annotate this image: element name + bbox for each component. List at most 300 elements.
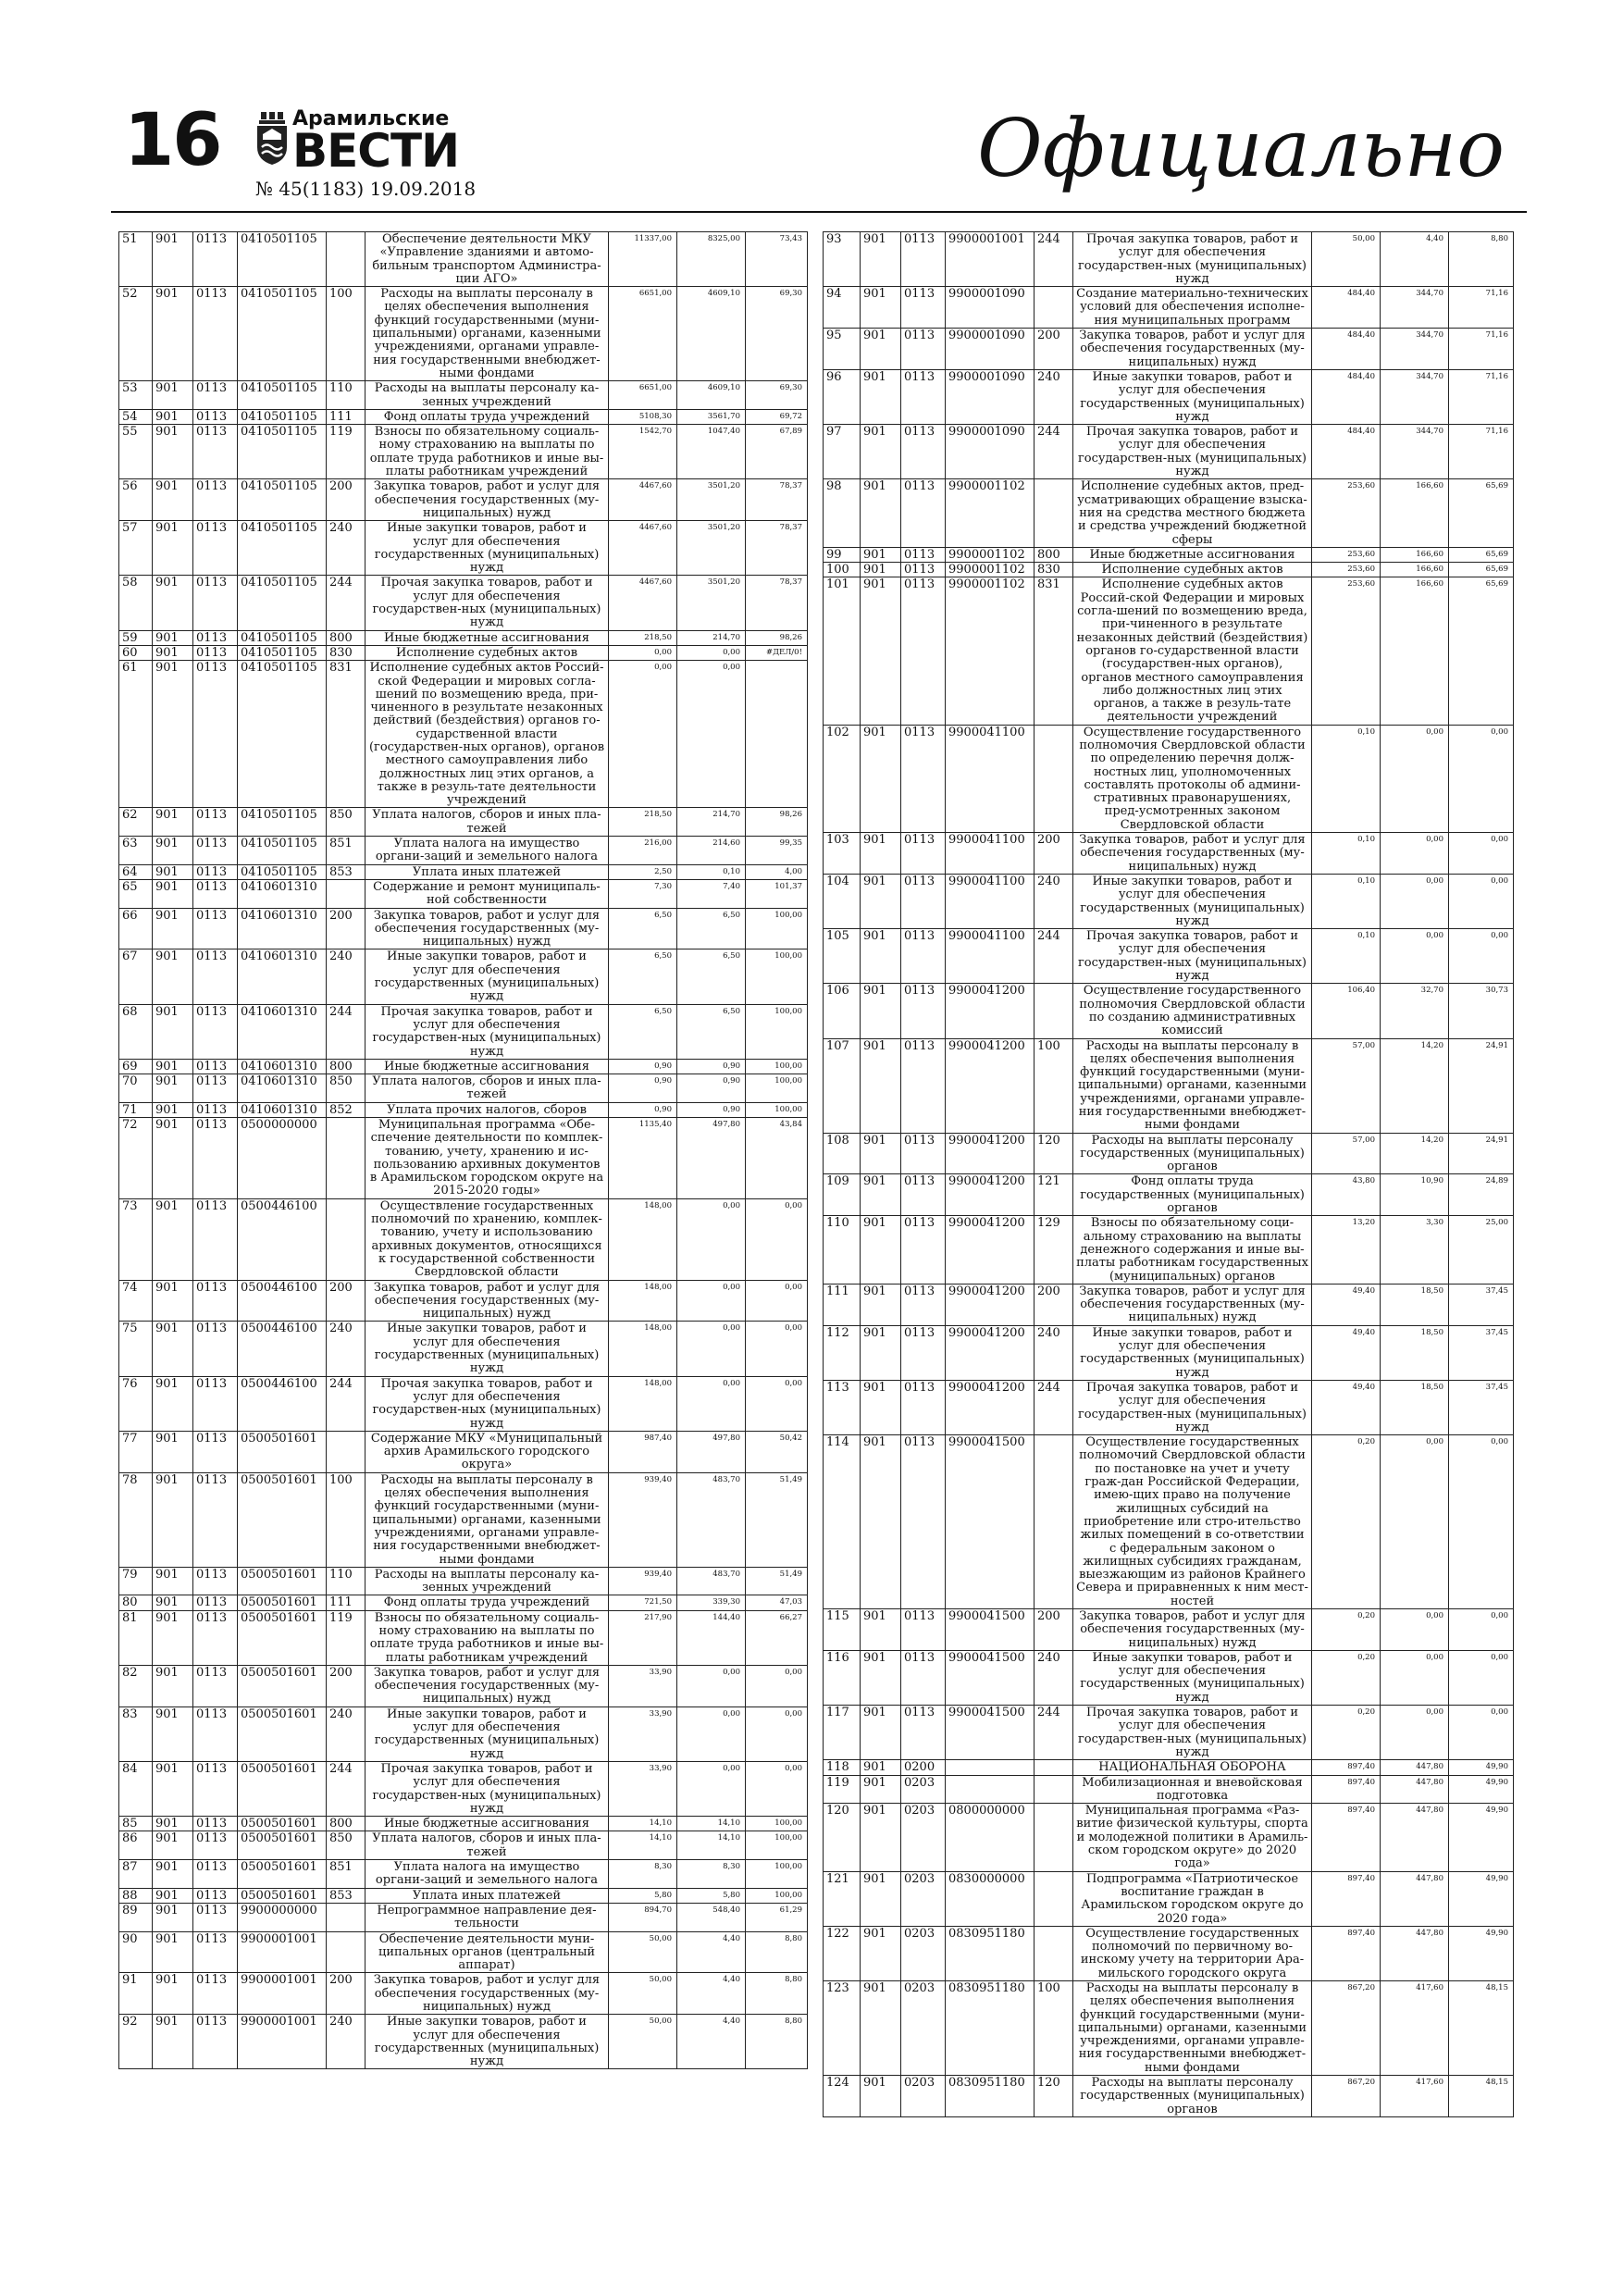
plan-amount-cell: 987,40 — [609, 1431, 677, 1472]
row-number-cell: 62 — [119, 808, 153, 837]
actual-amount-cell: 18,50 — [1381, 1380, 1449, 1434]
expense-type-cell: 850 — [327, 1074, 365, 1103]
expense-type-cell: 110 — [327, 1567, 365, 1595]
table-row — [119, 808, 808, 837]
section-code-cell: 0113 — [193, 1074, 238, 1103]
description-cell: Уплата прочих налогов, сборов — [365, 1102, 609, 1117]
plan-amount-cell: 894,70 — [609, 1903, 677, 1931]
actual-amount-cell: 6,50 — [677, 1004, 746, 1059]
section-code-cell: 0113 — [193, 1931, 238, 1973]
description-cell: Муниципальная программа «Обе-спечение деятельности по комплек-тованию, учету, хранению и ис-пользованию архивных документов в Арамильском городском округе на 2015-2020 годы» — [365, 1118, 609, 1199]
row-number-cell: 93 — [824, 232, 861, 287]
percent-cell: 24,89 — [1449, 1174, 1514, 1216]
target-code-cell: 9900000000 — [238, 1903, 327, 1931]
table-row — [824, 929, 1514, 984]
ministry-code-cell: 901 — [153, 1198, 193, 1280]
actual-amount-cell: 447,80 — [1381, 1760, 1449, 1775]
percent-cell: 50,42 — [746, 1431, 808, 1472]
section-code-cell: 0113 — [901, 1216, 946, 1284]
table-row — [824, 1706, 1514, 1760]
plan-amount-cell: 11337,00 — [609, 232, 677, 287]
table-row — [119, 645, 808, 660]
row-number-cell: 91 — [119, 1973, 153, 2015]
section-code-cell: 0113 — [193, 1431, 238, 1472]
expense-type-cell: 851 — [327, 1860, 365, 1889]
ministry-code-cell: 901 — [861, 1650, 901, 1705]
plan-amount-cell: 57,00 — [1312, 1038, 1381, 1133]
actual-amount-cell: 344,70 — [1381, 329, 1449, 370]
coat-of-arms-icon — [255, 112, 289, 166]
description-cell: Фонд оплаты труда учреждений — [365, 1595, 609, 1610]
plan-amount-cell: 33,90 — [609, 1761, 677, 1816]
description-cell: Иные закупки товаров, работ и услуг для обеспечения государственных (муниципальных) нужд — [365, 1322, 609, 1376]
actual-amount-cell: 14,20 — [1381, 1038, 1449, 1133]
expense-type-cell: 800 — [327, 630, 365, 645]
description-cell: Непрограммное направление дея-тельности — [365, 1903, 609, 1931]
table-row — [119, 1280, 808, 1322]
actual-amount-cell: 214,70 — [677, 808, 746, 837]
percent-cell: 100,00 — [746, 1059, 808, 1074]
row-number-cell: 119 — [824, 1775, 861, 1804]
table-row — [119, 425, 808, 479]
percent-cell: 8,80 — [746, 1931, 808, 1973]
actual-amount-cell: 6,50 — [677, 908, 746, 949]
description-cell: Муниципальная программа «Раз-витие физической культуры, спорта и молодежной политики в Арамиль-ском городском округе» до 2020 года» — [1073, 1804, 1312, 1871]
table-row — [119, 381, 808, 410]
expense-type-cell: 240 — [1035, 1650, 1073, 1705]
expense-type-cell: 240 — [1035, 369, 1073, 424]
section-code-cell: 0113 — [193, 1102, 238, 1117]
plan-amount-cell: 5,80 — [609, 1888, 677, 1903]
row-number-cell: 115 — [824, 1608, 861, 1650]
plan-amount-cell: 50,00 — [609, 1973, 677, 2015]
description-cell: Закупка товаров, работ и услуг для обеспечения государственных (му-ниципальных) нужд — [1073, 1608, 1312, 1650]
target-code-cell: 0410501105 — [238, 479, 327, 521]
target-code-cell: 0500501601 — [238, 1610, 327, 1665]
plan-amount-cell: 939,40 — [609, 1567, 677, 1595]
expense-type-cell: 830 — [327, 645, 365, 660]
section-code-cell: 0113 — [193, 1118, 238, 1199]
plan-amount-cell: 218,50 — [609, 808, 677, 837]
description-cell: Прочая закупка товаров, работ и услуг для обеспечения государствен-ных (муниципальных) нужд — [1073, 929, 1312, 984]
row-number-cell: 123 — [824, 1981, 861, 2076]
target-code-cell: 0500501601 — [238, 1888, 327, 1903]
percent-cell: 98,26 — [746, 808, 808, 837]
plan-amount-cell: 484,40 — [1312, 287, 1381, 329]
expense-type-cell — [1035, 1435, 1073, 1609]
row-number-cell: 63 — [119, 837, 153, 865]
description-cell: Уплата иных платежей — [365, 864, 609, 879]
table-row — [119, 1595, 808, 1610]
section-code-cell: 0113 — [193, 879, 238, 908]
description-cell: Прочая закупка товаров, работ и услуг для обеспечения государствен-ных (муниципальных) нужд — [365, 1376, 609, 1431]
description-cell: Расходы на выплаты персоналу государственных (муниципальных) органов — [1073, 1133, 1312, 1174]
ministry-code-cell: 901 — [861, 287, 901, 329]
actual-amount-cell: 4,40 — [677, 1931, 746, 1973]
percent-cell: 65,69 — [1449, 577, 1514, 725]
description-cell: Закупка товаров, работ и услуг для обеспечения государственных (му-ниципальных) нужд — [1073, 833, 1312, 875]
target-code-cell: 9900001102 — [946, 563, 1035, 577]
ministry-code-cell: 901 — [153, 1322, 193, 1376]
target-code-cell: 0410501105 — [238, 425, 327, 479]
percent-cell: 100,00 — [746, 1102, 808, 1117]
section-code-cell: 0113 — [901, 329, 946, 370]
row-number-cell: 124 — [824, 2076, 861, 2117]
expense-type-cell — [327, 1931, 365, 1973]
ministry-code-cell: 901 — [153, 1431, 193, 1472]
ministry-code-cell: 901 — [153, 630, 193, 645]
expense-type-cell: 100 — [327, 287, 365, 381]
description-cell: Иные закупки товаров, работ и услуг для обеспечения государственных (муниципальных) нужд — [1073, 1325, 1312, 1380]
row-number-cell: 113 — [824, 1380, 861, 1434]
ministry-code-cell: 901 — [153, 1888, 193, 1903]
percent-cell: 71,16 — [1449, 425, 1514, 479]
expense-type-cell: 100 — [1035, 1038, 1073, 1133]
target-code-cell: 9900001090 — [946, 425, 1035, 479]
table-row — [824, 833, 1514, 875]
section-code-cell: 0203 — [901, 2076, 946, 2117]
table-row — [824, 1380, 1514, 1434]
table-row — [119, 630, 808, 645]
table-row — [119, 1610, 808, 1665]
ministry-code-cell: 901 — [153, 908, 193, 949]
plan-amount-cell: 0,20 — [1312, 1650, 1381, 1705]
percent-cell: 30,73 — [1449, 984, 1514, 1038]
header-rule — [111, 211, 1527, 213]
ministry-code-cell: 901 — [153, 1376, 193, 1431]
description-cell: Расходы на выплаты персоналу ка-зенных учреждений — [365, 381, 609, 410]
target-code-cell: 9900001001 — [946, 232, 1035, 287]
description-cell: Мобилизационная и вневойсковая подготовка — [1073, 1775, 1312, 1804]
section-code-cell: 0113 — [193, 1059, 238, 1074]
target-code-cell: 0410501105 — [238, 409, 327, 424]
actual-amount-cell: 0,00 — [677, 1761, 746, 1816]
section-code-cell: 0113 — [193, 1817, 238, 1831]
expense-type-cell: 244 — [1035, 929, 1073, 984]
row-number-cell: 51 — [119, 232, 153, 287]
row-number-cell: 65 — [119, 879, 153, 908]
section-code-cell: 0113 — [193, 645, 238, 660]
actual-amount-cell: 166,60 — [1381, 479, 1449, 547]
table-row — [119, 1074, 808, 1103]
description-cell: Уплата налога на имущество органи-заций и земельного налога — [365, 1860, 609, 1889]
logo-title: ВЕСТИ — [292, 124, 459, 178]
expense-type-cell — [1035, 287, 1073, 329]
percent-cell: 0,00 — [1449, 1706, 1514, 1760]
actual-amount-cell: 497,80 — [677, 1431, 746, 1472]
ministry-code-cell: 901 — [861, 479, 901, 547]
expense-type-cell — [327, 232, 365, 287]
target-code-cell: 9900041100 — [946, 929, 1035, 984]
description-cell: Осуществление государственного полномочия Свердловской области по определению перечня долж-ностных лиц, уполномоченных составлять протоколы об админи-стративных правонарушениях, пред-усмотренных законом Свердловской области — [1073, 725, 1312, 832]
description-cell: Закупка товаров, работ и услуг для обеспечения государственных (му-ниципальных) нужд — [365, 1973, 609, 2015]
row-number-cell: 81 — [119, 1610, 153, 1665]
actual-amount-cell: 0,00 — [1381, 833, 1449, 875]
ministry-code-cell: 901 — [861, 563, 901, 577]
expense-type-cell: 200 — [327, 479, 365, 521]
expense-type-cell: 200 — [1035, 329, 1073, 370]
table-row — [119, 521, 808, 576]
table-row — [824, 1038, 1514, 1133]
description-cell: Прочая закупка товаров, работ и услуг для обеспечения государствен-ных (муниципальных) нужд — [1073, 425, 1312, 479]
actual-amount-cell: 3501,20 — [677, 479, 746, 521]
description-cell: Иные закупки товаров, работ и услуг для обеспечения государственных (муниципальных) нужд — [365, 1706, 609, 1761]
expense-type-cell: 200 — [327, 1665, 365, 1706]
actual-amount-cell: 32,70 — [1381, 984, 1449, 1038]
ministry-code-cell: 901 — [861, 577, 901, 725]
table-row — [824, 577, 1514, 725]
table-row — [824, 479, 1514, 547]
actual-amount-cell: 1047,40 — [677, 425, 746, 479]
section-code-cell: 0113 — [901, 1038, 946, 1133]
expense-type-cell — [1035, 1760, 1073, 1775]
expense-type-cell — [1035, 1926, 1073, 1980]
issue-number-date: № 45(1183) 19.09.2018 — [255, 178, 477, 200]
description-cell: Закупка товаров, работ и услуг для обеспечения государственных (му-ниципальных) нужд — [1073, 329, 1312, 370]
description-cell: Закупка товаров, работ и услуг для обеспечения государственных (му-ниципальных) нужд — [365, 1280, 609, 1322]
expense-type-cell: 200 — [327, 1280, 365, 1322]
target-code-cell: 0500446100 — [238, 1376, 327, 1431]
percent-cell: 47,03 — [746, 1595, 808, 1610]
actual-amount-cell: 0,00 — [677, 1665, 746, 1706]
description-cell: Прочая закупка товаров, работ и услуг для обеспечения государствен-ных (муниципальных) нужд — [1073, 232, 1312, 287]
actual-amount-cell: 344,70 — [1381, 425, 1449, 479]
plan-amount-cell: 6,50 — [609, 949, 677, 1004]
actual-amount-cell: 144,40 — [677, 1610, 746, 1665]
ministry-code-cell: 901 — [153, 576, 193, 630]
expense-type-cell: 111 — [327, 409, 365, 424]
actual-amount-cell: 4,40 — [677, 2015, 746, 2069]
percent-cell: 0,00 — [1449, 874, 1514, 928]
percent-cell: 0,00 — [746, 1665, 808, 1706]
ministry-code-cell: 901 — [861, 1775, 901, 1804]
description-cell: Фонд оплаты труда учреждений — [365, 409, 609, 424]
description-cell: Взносы по обязательному социаль-ному страхованию на выплаты по оплате труда работников и иные вы-платы работникам учреждений — [365, 425, 609, 479]
plan-amount-cell: 148,00 — [609, 1198, 677, 1280]
target-code-cell: 9900041200 — [946, 1133, 1035, 1174]
section-code-cell: 0113 — [901, 725, 946, 832]
plan-amount-cell: 217,90 — [609, 1610, 677, 1665]
ministry-code-cell: 901 — [861, 547, 901, 562]
row-number-cell: 90 — [119, 1931, 153, 1973]
target-code-cell: 9900041200 — [946, 1174, 1035, 1216]
expense-type-cell: 800 — [327, 1059, 365, 1074]
actual-amount-cell: 339,30 — [677, 1595, 746, 1610]
ministry-code-cell: 901 — [153, 1118, 193, 1199]
actual-amount-cell: 3,30 — [1381, 1216, 1449, 1284]
plan-amount-cell: 484,40 — [1312, 329, 1381, 370]
percent-cell: 49,90 — [1449, 1926, 1514, 1980]
table-row — [119, 1322, 808, 1376]
description-cell: Иные закупки товаров, работ и услуг для обеспечения государственных (муниципальных) нужд — [365, 521, 609, 576]
expense-type-cell: 244 — [327, 1376, 365, 1431]
table-row — [119, 1888, 808, 1903]
percent-cell: 51,49 — [746, 1472, 808, 1567]
section-code-cell: 0203 — [901, 1804, 946, 1871]
actual-amount-cell: 0,90 — [677, 1074, 746, 1103]
target-code-cell: 0410601310 — [238, 908, 327, 949]
ministry-code-cell: 901 — [153, 949, 193, 1004]
target-code-cell: 0500501601 — [238, 1817, 327, 1831]
section-code-cell: 0113 — [901, 577, 946, 725]
plan-amount-cell: 50,00 — [1312, 232, 1381, 287]
table-row — [119, 864, 808, 879]
row-number-cell: 86 — [119, 1831, 153, 1860]
actual-amount-cell: 0,90 — [677, 1102, 746, 1117]
table-row — [824, 329, 1514, 370]
row-number-cell: 99 — [824, 547, 861, 562]
target-code-cell: 0410601310 — [238, 949, 327, 1004]
ministry-code-cell: 901 — [861, 1284, 901, 1325]
expense-type-cell: 850 — [327, 1831, 365, 1860]
target-code-cell: 9900001090 — [946, 329, 1035, 370]
plan-amount-cell: 0,00 — [609, 661, 677, 808]
ministry-code-cell: 901 — [153, 1610, 193, 1665]
percent-cell: 37,45 — [1449, 1284, 1514, 1325]
plan-amount-cell: 484,40 — [1312, 369, 1381, 424]
description-cell: Уплата налогов, сборов и иных пла-тежей — [365, 1831, 609, 1860]
expense-type-cell: 853 — [327, 1888, 365, 1903]
table-row — [119, 479, 808, 521]
expense-type-cell — [1035, 725, 1073, 832]
target-code-cell: 9900001102 — [946, 577, 1035, 725]
target-code-cell: 9900041200 — [946, 1216, 1035, 1284]
plan-amount-cell: 867,20 — [1312, 2076, 1381, 2117]
percent-cell: 4,00 — [746, 864, 808, 879]
percent-cell: 8,80 — [746, 1973, 808, 2015]
target-code-cell: 9900041200 — [946, 1038, 1035, 1133]
target-code-cell: 0500501601 — [238, 1595, 327, 1610]
ministry-code-cell: 901 — [153, 1706, 193, 1761]
percent-cell: 24,91 — [1449, 1038, 1514, 1133]
expense-type-cell: 119 — [327, 1610, 365, 1665]
plan-amount-cell: 148,00 — [609, 1322, 677, 1376]
expense-type-cell: 110 — [327, 381, 365, 410]
target-code-cell: 9900001001 — [238, 1973, 327, 2015]
ministry-code-cell: 901 — [153, 1102, 193, 1117]
target-code-cell: 9900041200 — [946, 984, 1035, 1038]
description-cell: Иные закупки товаров, работ и услуг для обеспечения государственных (муниципальных) нужд — [1073, 874, 1312, 928]
budget-table-left — [118, 231, 808, 2069]
actual-amount-cell: 5,80 — [677, 1888, 746, 1903]
expense-type-cell: 240 — [327, 2015, 365, 2069]
target-code-cell: 9900041200 — [946, 1380, 1035, 1434]
table-row — [824, 1284, 1514, 1325]
table-row — [119, 837, 808, 865]
target-code-cell: 9900001090 — [946, 369, 1035, 424]
row-number-cell: 72 — [119, 1118, 153, 1199]
section-code-cell: 0113 — [193, 1831, 238, 1860]
plan-amount-cell: 49,40 — [1312, 1284, 1381, 1325]
plan-amount-cell: 4467,60 — [609, 576, 677, 630]
section-code-cell: 0113 — [193, 1595, 238, 1610]
plan-amount-cell: 897,40 — [1312, 1871, 1381, 1926]
plan-amount-cell: 0,10 — [1312, 874, 1381, 928]
description-cell: Закупка товаров, работ и услуг для обеспечения государственных (му-ниципальных) нужд — [365, 1665, 609, 1706]
percent-cell: 100,00 — [746, 949, 808, 1004]
table-row — [119, 2015, 808, 2069]
section-code-cell: 0203 — [901, 1775, 946, 1804]
expense-type-cell: 244 — [327, 576, 365, 630]
table-row — [119, 879, 808, 908]
description-cell: Закупка товаров, работ и услуг для обеспечения государственных (му-ниципальных) нужд — [365, 479, 609, 521]
ministry-code-cell: 901 — [861, 369, 901, 424]
section-code-cell: 0203 — [901, 1926, 946, 1980]
section-code-cell: 0113 — [193, 1280, 238, 1322]
row-number-cell: 116 — [824, 1650, 861, 1705]
table-row — [119, 1860, 808, 1889]
percent-cell: 69,72 — [746, 409, 808, 424]
row-number-cell: 69 — [119, 1059, 153, 1074]
expense-type-cell: 851 — [327, 837, 365, 865]
description-cell: Исполнение судебных актов, пред-усматривающих обращение взыска-ния на средства местного бюджета и средства учреждений бюджетной сферы — [1073, 479, 1312, 547]
ministry-code-cell: 901 — [153, 521, 193, 576]
section-code-cell: 0113 — [193, 381, 238, 410]
ministry-code-cell: 901 — [861, 725, 901, 832]
percent-cell: 98,26 — [746, 630, 808, 645]
section-code-cell: 0113 — [193, 1322, 238, 1376]
plan-amount-cell: 8,30 — [609, 1860, 677, 1889]
expense-type-cell: 111 — [327, 1595, 365, 1610]
ministry-code-cell: 901 — [153, 1059, 193, 1074]
row-number-cell: 58 — [119, 576, 153, 630]
ministry-code-cell: 901 — [861, 232, 901, 287]
description-cell: Расходы на выплаты персоналу в целях обеспечения выполнения функций государственными (муни-ципальными) органами, казенными учреждениями, органами управле-ния государственными внебюджет-ными фондами — [1073, 1981, 1312, 2076]
expense-type-cell: 831 — [327, 661, 365, 808]
percent-cell: 100,00 — [746, 1004, 808, 1059]
target-code-cell: 0410501105 — [238, 521, 327, 576]
expense-type-cell: 200 — [1035, 1608, 1073, 1650]
actual-amount-cell: 0,00 — [1381, 874, 1449, 928]
target-code-cell: 9900041500 — [946, 1608, 1035, 1650]
table-row — [824, 1174, 1514, 1216]
actual-amount-cell: 166,60 — [1381, 563, 1449, 577]
percent-cell: 100,00 — [746, 1888, 808, 1903]
row-number-cell: 106 — [824, 984, 861, 1038]
plan-amount-cell: 148,00 — [609, 1376, 677, 1431]
target-code-cell: 0500446100 — [238, 1280, 327, 1322]
percent-cell: 99,35 — [746, 837, 808, 865]
row-number-cell: 122 — [824, 1926, 861, 1980]
section-code-cell: 0113 — [901, 833, 946, 875]
target-code-cell — [946, 1760, 1035, 1775]
section-code-cell: 0113 — [901, 232, 946, 287]
percent-cell: 100,00 — [746, 1860, 808, 1889]
ministry-code-cell: 901 — [153, 1472, 193, 1567]
ministry-code-cell: 901 — [861, 1608, 901, 1650]
ministry-code-cell: 901 — [153, 864, 193, 879]
description-cell: Расходы на выплаты персоналу в целях обеспечения выполнения функций государственными (муни-ципальными) органами, казенными учреждениями, органами управле-ния государственными внебюджет-ными фондами — [365, 1472, 609, 1567]
table-row — [824, 1981, 1514, 2076]
ministry-code-cell: 901 — [861, 1981, 901, 2076]
table-row — [824, 425, 1514, 479]
section-code-cell: 0113 — [901, 1174, 946, 1216]
table-row — [119, 1831, 808, 1860]
target-code-cell: 0410501105 — [238, 287, 327, 381]
expense-type-cell: 240 — [1035, 874, 1073, 928]
target-code-cell: 0410501105 — [238, 232, 327, 287]
plan-amount-cell: 0,90 — [609, 1102, 677, 1117]
expense-type-cell: 830 — [1035, 563, 1073, 577]
expense-type-cell: 240 — [327, 521, 365, 576]
expense-type-cell: 100 — [1035, 1981, 1073, 2076]
row-number-cell: 118 — [824, 1760, 861, 1775]
actual-amount-cell: 0,00 — [677, 661, 746, 808]
percent-cell: 0,00 — [1449, 1650, 1514, 1705]
target-code-cell: 0830951180 — [946, 1926, 1035, 1980]
table-row — [119, 1472, 808, 1567]
table-row — [824, 2076, 1514, 2117]
